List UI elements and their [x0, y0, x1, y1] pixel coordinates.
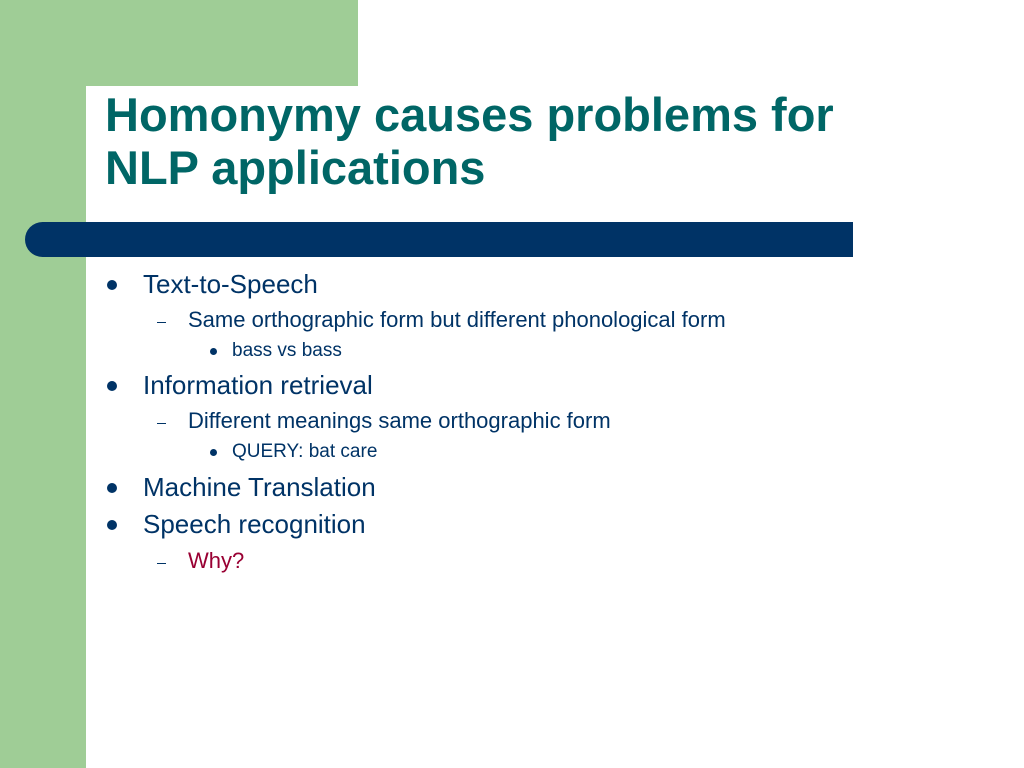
bullet-icon	[107, 280, 117, 290]
bullet-icon	[107, 483, 117, 493]
sub-bullet-orthographic-phonological: Same orthographic form but different phonological form	[188, 307, 726, 332]
slide-title	[105, 88, 985, 194]
bullet-icon	[210, 449, 217, 456]
bullet-speech-recognition: Speech recognition	[143, 509, 366, 539]
title-line-2: NLP applications	[105, 141, 486, 194]
dash-icon	[157, 423, 166, 424]
sub-sub-bullet-query: QUERY: bat care	[232, 441, 378, 462]
title-line-1: Homonymy causes problems for	[105, 88, 834, 141]
bullet-icon	[210, 348, 217, 355]
bullet-machine-translation: Machine Translation	[143, 472, 376, 502]
green-sidebar-left	[0, 0, 86, 768]
title-divider-bar	[25, 222, 853, 257]
dash-icon	[157, 563, 166, 564]
dash-icon	[157, 322, 166, 323]
bullet-icon	[107, 520, 117, 530]
sub-bullet-why: Why?	[188, 548, 245, 573]
bullet-information-retrieval: Information retrieval	[143, 370, 373, 400]
sub-bullet-different-meanings: Different meanings same orthographic form	[188, 408, 611, 433]
bullet-icon	[107, 381, 117, 391]
bullet-text-to-speech: Text-to-Speech	[143, 269, 318, 299]
sub-sub-bullet-bass: bass vs bass	[232, 340, 342, 361]
